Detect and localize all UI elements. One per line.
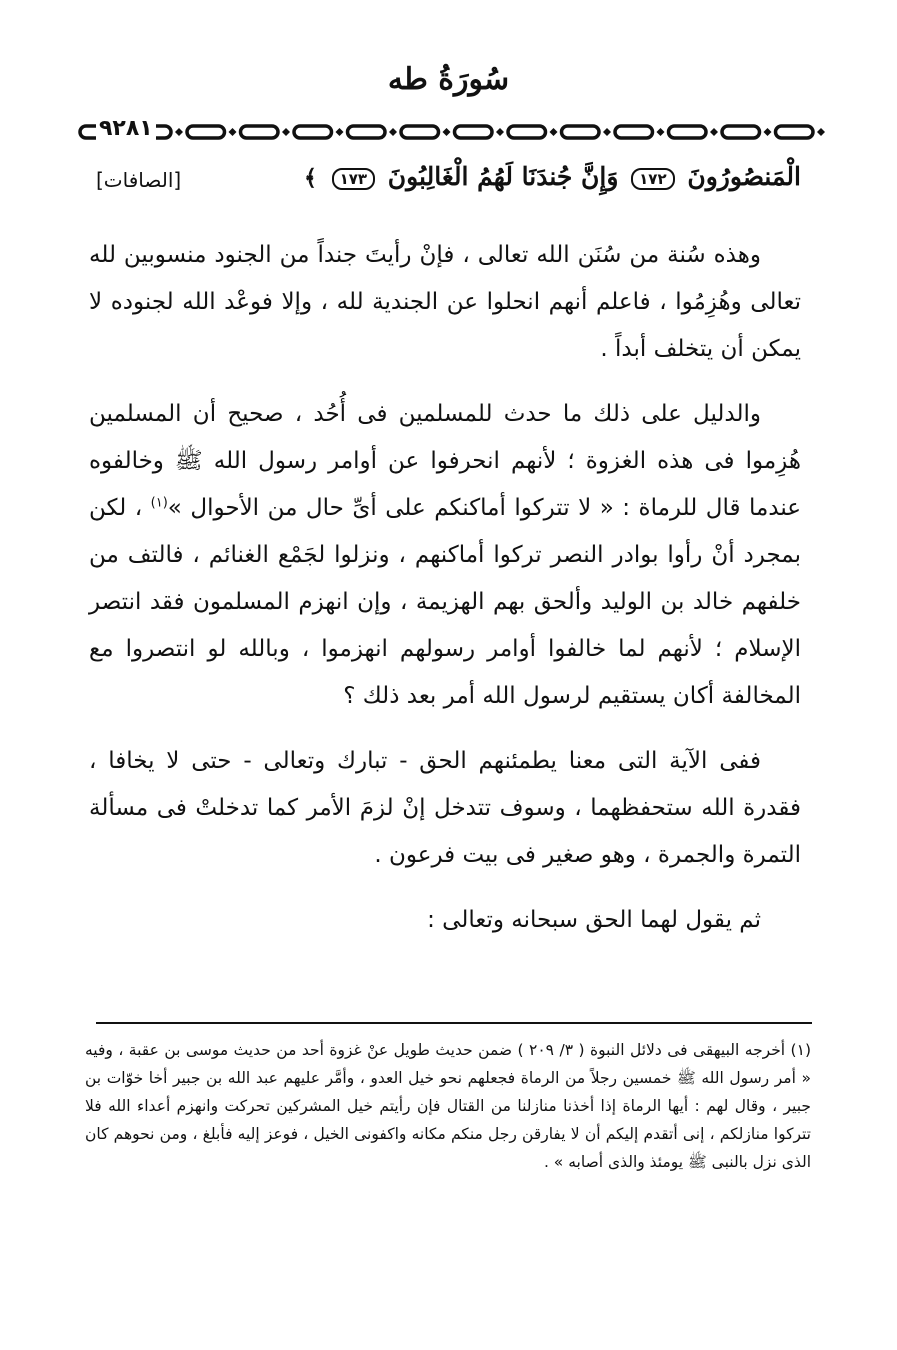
border-link xyxy=(722,126,760,138)
verse-word: الْمَنصُورُونَ xyxy=(687,162,801,191)
footnote xyxy=(85,1036,811,1176)
commentary-body xyxy=(89,232,801,962)
border-link xyxy=(615,126,653,138)
border-link xyxy=(187,126,225,138)
paragraph: ثم يقول لهما الحق سبحانه وتعالى : xyxy=(427,907,761,933)
border-diamond xyxy=(336,128,344,136)
paragraph-text: والدليل على ذلك ما حدث للمسلمين فى أُحُد ، صحيح أن المسلمين هُزِموا فى هذه الغزوة ؛ لأنهم انحرفوا عن أوامر رسول الله ﷺ وخالفوه عندما قال للرماة : « لا تتركوا أماكنكم على أىِّ حال من الأحوال » xyxy=(89,401,802,521)
border-diamond xyxy=(282,128,290,136)
verse-number-marker: ١٧٢ xyxy=(631,168,674,190)
paragraph: ففى الآية التى معنا يطمئنهم الحق - تبارك وتعالى - حتى لا يخافا ، فقدرة الله ستحفظهما ، وسوف تتدخل إنْ لزمَ الأمر كما تدخلتْ فى مسألة التمرة والجمرة ، وهو صغير فى بيت فرعون . xyxy=(89,748,801,868)
verse-end-bracket: ﴾ xyxy=(303,165,317,191)
paragraph xyxy=(89,391,801,720)
border-link xyxy=(294,126,332,138)
verse-text: وَإِنَّ جُندَنَا لَهُمُ الْغَالِبُونَ xyxy=(387,162,619,191)
border-diamond xyxy=(496,128,504,136)
border-link xyxy=(508,126,546,138)
surah-reference: [الصافات] xyxy=(96,168,182,192)
surah-title: سُورَةُ طه xyxy=(387,62,510,97)
border-diamond xyxy=(443,128,451,136)
border-link xyxy=(241,126,279,138)
border-diamond xyxy=(550,128,558,136)
footnote-reference[interactable]: (١) xyxy=(150,495,168,511)
border-diamond xyxy=(764,128,772,136)
border-diamond xyxy=(175,128,183,136)
border-link xyxy=(401,126,439,138)
border-diamond xyxy=(657,128,665,136)
quran-verse xyxy=(101,162,801,191)
footnote-divider xyxy=(96,1022,812,1024)
border-diamond xyxy=(603,128,611,136)
paragraph-text: ، لكن بمجرد أنْ رأوا بوادر النصر تركوا أماكنهم ، ونزلوا لجَمْع الغنائم ، فالتف من خلفهم خالد بن الوليد وألحق بهم الهزيمة ، وإن انهزم المسلمون فقد انتصر الإسلام ؛ لأنهم لما خالفوا أوامر رسولهم انهزموا ، وبالله لو انتصروا مع المخالفة أكان يستقيم لرسول الله أمر بعد ذلك ؟ xyxy=(89,495,801,709)
paragraph: وهذه سُنة من سُنَن الله تعالى ، فإنْ رأيتَ جنداً من الجنود منسوبين لله تعالى وهُزِمُوا ، فاعلم أنهم انحلوا عن الجندية لله ، وإلا فوعْد الله لجنوده لا يمكن أن يتخلف أبداً . xyxy=(89,242,801,362)
border-link xyxy=(776,126,814,138)
border-link xyxy=(348,126,386,138)
page-number: ٩٢٨١ xyxy=(96,116,156,141)
border-diamond xyxy=(389,128,397,136)
border-diamond xyxy=(229,128,237,136)
border-diamond xyxy=(817,128,825,136)
border-link xyxy=(562,126,600,138)
footnote-text: (١) أخرجه البيهقى فى دلائل النبوة ( ٣/ ٢٠٩ ) ضمن حديث طويل عنْ غزوة أحد من حديث موسى بن عقبة ، وفيه « أمر رسول الله ﷺ خمسين رجلاً من الرماة فجعلهم نحو خيل العدو ، وأمَّر عليهم عبد الله بن جبير أخا خوّات بن جبير ، وقال لهم : أيها الرماة إذا أخذنا منازلنا من القتال فإن رأيتم خيل المشركين تحركت وانهزم أعداء الله فلا تتركوا منازلكم ، إنى أتقدم إليكم أن لا يفارقن رجل منكم مكانه واكفونى الخيل ، فوعز إليه فأبلغ ، ومن نحوهم كان الذى نزل بالنبى ﷺ يومئذ والذى أصابه » . xyxy=(85,1041,811,1171)
border-link xyxy=(455,126,493,138)
border-diamond xyxy=(710,128,718,136)
border-link xyxy=(669,126,707,138)
verse-number-marker: ١٧٣ xyxy=(332,168,375,190)
ornamental-border xyxy=(72,120,832,144)
